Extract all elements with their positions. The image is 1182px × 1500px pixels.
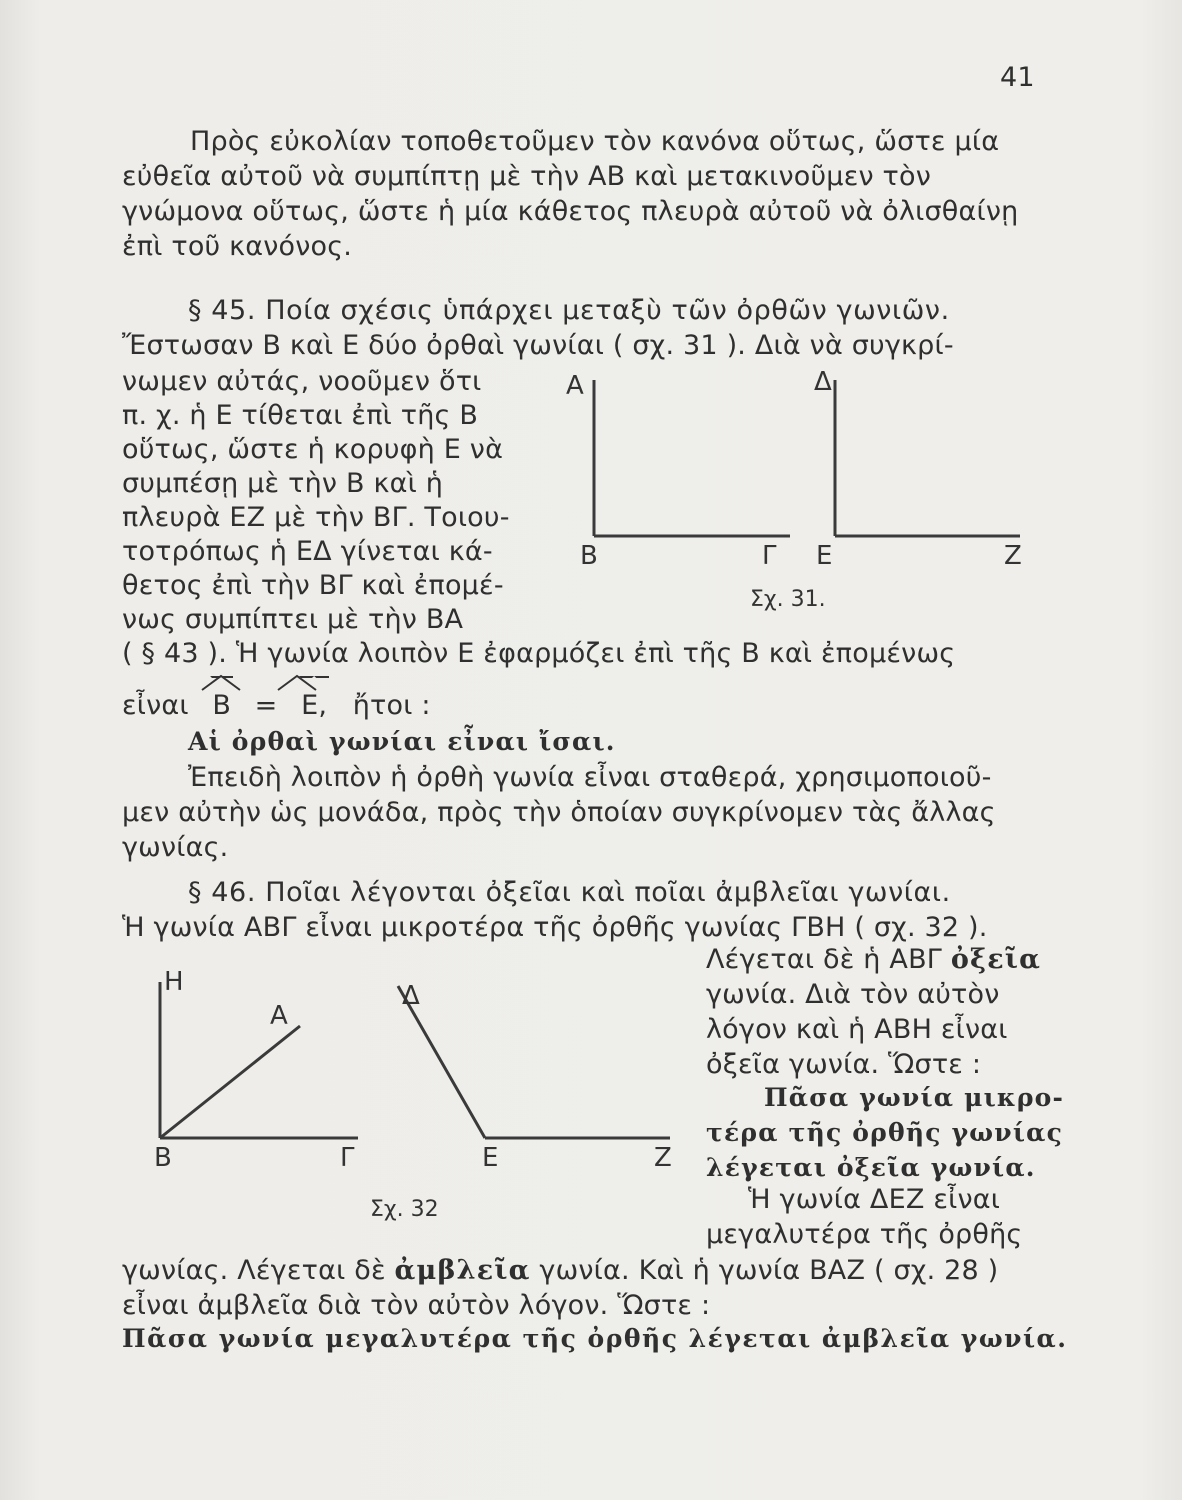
equation-suffix: ἤτοι : [352, 690, 431, 721]
fig32-ba-line [160, 1026, 300, 1138]
section-45-left-8: νως συμπίπτει μὲ τὴν ΒΑ [122, 604, 464, 635]
rule-right-angles: Αἱ ὀρθαὶ γωνίαι εἶναι ἴσαι. [188, 727, 616, 756]
fig31-label-z: Ζ [1004, 541, 1022, 571]
fig32-label-e: Ε [482, 1143, 499, 1173]
page-number: 41 [1000, 62, 1035, 93]
rule-acute-2: τέρα τῆς ὀρθῆς γωνίας [706, 1118, 1063, 1147]
line-a-text: γωνίας. Λέγεται δὲ [122, 1255, 386, 1286]
section-45-heading: § 45. Ποία σχέσις ὑπάρχει μεταξὺ τῶν ὀρθῶν γωνιῶν. [188, 295, 950, 326]
section-45-left-1: νωμεν αὐτάς, νοοῦμεν ὅτι [122, 366, 482, 397]
section-46-right-2: γωνία. Διὰ τὸν αὐτὸν [706, 979, 1000, 1010]
equation-line [122, 690, 431, 722]
fig31-label-a: Α [566, 371, 584, 401]
fig32-label-z: Ζ [654, 1143, 672, 1173]
section-46-right-1-text: Λέγεται δὲ ἡ ΑΒΓ [706, 944, 943, 975]
rule-acute-3: λέγεται ὀξεῖα γωνία. [706, 1153, 1036, 1182]
equation-sign: = [254, 690, 278, 721]
section-45-left-3: οὕτως, ὥστε ἡ κορυφὴ Ε νὰ [122, 434, 504, 465]
rule-acute-1: Πᾶσα γωνία μικρο- [764, 1083, 1065, 1112]
ambleia-bold-word: ἀμβλεῖα [394, 1255, 531, 1286]
section-46-line-a [122, 1255, 998, 1287]
fig31-caption: Σχ. 31. [750, 587, 826, 612]
hat-e-icon [278, 676, 316, 690]
after-rule-line-2: μεν αὐτὴν ὡς μονάδα, πρὸς τὴν ὁποίαν συγκρίνομεν τὰς ἄλλας [122, 797, 996, 828]
section-46-right-3: λόγον καὶ ἡ ΑΒΗ εἶναι [706, 1014, 1008, 1045]
fig31-label-g: Γ [762, 541, 777, 571]
section-46-right-after-1: Ἡ γωνία ΔΕΖ εἶναι [748, 1184, 1001, 1215]
fig32-label-h: Η [164, 967, 184, 997]
intro-line-1: Πρὸς εὐκολίαν τοποθετοῦμεν τὸν κανόνα οὕτως, ὥστε μία [190, 126, 1000, 157]
after-rule-line-1: Ἐπειδὴ λοιπὸν ἡ ὀρθὴ γωνία εἶναι σταθερά, χρησιμοποιοῦ- [188, 762, 992, 793]
intro-line-4: ἐπὶ τοῦ κανόνος. [122, 231, 353, 262]
equation-prefix: εἶναι [122, 690, 189, 721]
section-46-right-1 [706, 944, 1041, 976]
line-a-rest: γωνία. Καὶ ἡ γωνία ΒΑΖ ( σχ. 28 ) [539, 1255, 999, 1286]
oxeia-bold-word: ὀξεῖα [950, 944, 1042, 975]
after-rule-line-3: γωνίας. [122, 832, 229, 863]
intro-line-3: γνώμονα οὕτως, ὥστε ἡ μία κάθετος πλευρὰ αὐτοῦ νὰ ὀλισθαίνῃ [122, 196, 1019, 227]
fig32-caption: Σχ. 32 [370, 1197, 439, 1222]
fig31-label-e: Ε [816, 541, 833, 571]
angle-b: Β [212, 690, 232, 721]
section-45-left-7: θετος ἐπὶ τὴν ΒΓ καὶ ἐπομέ- [122, 570, 504, 601]
section-45-line-2: Ἔστωσαν Β καὶ Ε δύο ὀρθαὶ γωνίαι ( σχ. 31 ). Διὰ νὰ συγκρί- [122, 330, 954, 361]
section-46-line-b: εἶναι ἀμβλεῖα διὰ τὸν αὐτὸν λόγον. Ὥστε : [122, 1290, 711, 1321]
fig32-label-a: Α [270, 1001, 288, 1031]
angle-e: Ε, [301, 690, 328, 721]
fig31-label-d: Δ [814, 367, 832, 397]
rule-obtuse: Πᾶσα γωνία μεγαλυτέρα τῆς ὀρθῆς λέγεται ἀμβλεῖα γωνία. [122, 1324, 1068, 1353]
figure-32 [140, 960, 700, 1230]
fig31-label-b: Β [580, 541, 598, 571]
section-46-right-after-2: μεγαλυτέρα τῆς ὀρθῆς [706, 1219, 1023, 1250]
figure-31 [560, 360, 1040, 620]
fig32-label-d: Δ [402, 981, 420, 1011]
fig32-label-b: Β [154, 1143, 172, 1173]
fig32-label-g: Γ [340, 1143, 355, 1173]
section-45-line-after: ( § 43 ). Ἡ γωνία λοιπὸν Ε ἐφαρμόζει ἐπὶ τῆς Β καὶ ἐπομένως [122, 638, 956, 669]
section-46-heading: § 46. Ποῖαι λέγονται ὀξεῖαι καὶ ποῖαι ἀμβλεῖαι γωνίαι. [188, 877, 951, 908]
section-45-left-2: π. χ. ἡ Ε τίθεται ἐπὶ τῆς Β [122, 400, 479, 431]
section-45-left-5: πλευρὰ ΕΖ μὲ τὴν ΒΓ. Τοιου- [122, 502, 510, 533]
intro-line-2: εὐθεῖα αὐτοῦ νὰ συμπίπτῃ μὲ τὴν ΑΒ καὶ μετακινοῦμεν τὸν [122, 161, 932, 192]
angle-hats [200, 674, 320, 694]
section-46-right-4: ὀξεῖα γωνία. Ὥστε : [706, 1049, 982, 1080]
section-46-line-2: Ἡ γωνία ΑΒΓ εἶναι μικροτέρα τῆς ὀρθῆς γωνίας ΓΒΗ ( σχ. 32 ). [122, 912, 988, 943]
hat-b-icon [202, 676, 240, 690]
section-45-left-4: συμπέσῃ μὲ τὴν Β καὶ ἡ [122, 468, 444, 499]
section-45-left-6: τοτρόπως ἡ ΕΔ γίνεται κά- [122, 536, 493, 567]
